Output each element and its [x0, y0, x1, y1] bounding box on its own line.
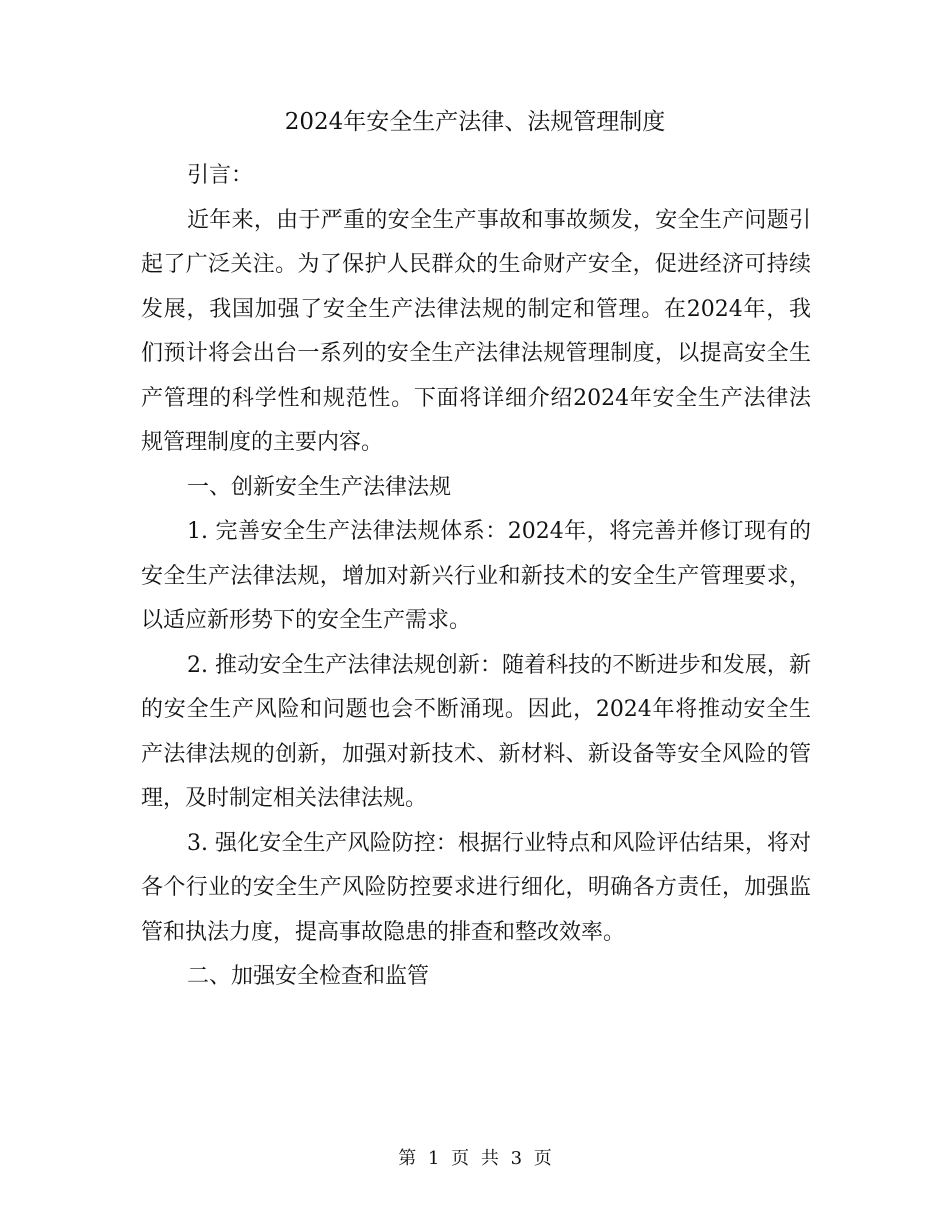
- paragraph-item-2: 2. 推动安全生产法律法规创新：随着科技的不断进步和发展，新的安全生产风险和问题也会不断涌现。因此，2024年将推动安全生产法律法规的创新，加强对新技术、新材料、新设备等安全风险的管理，及时制定相关法律法规。: [141, 652, 811, 811]
- document-body: [141, 154, 811, 1000]
- section-heading-1: 一、创新安全生产法律法规: [187, 474, 452, 500]
- paragraph-intro-label: 引言：: [187, 163, 254, 188]
- paragraph-item-3: 3. 强化安全生产风险防控：根据行业特点和风险评估结果，将对各个行业的安全生产风险防控要求进行细化，明确各方责任，加强监管和执法力度，提高事故隐患的排查和整改效率。: [141, 830, 811, 945]
- paragraph-item-1: 1. 完善安全生产法律法规体系：2024年，将完善并修订现有的安全生产法律法规，增加对新兴行业和新技术的安全生产管理要求，以适应新形势下的安全生产需求。: [141, 519, 811, 633]
- document-title: 2024年安全生产法律、法规管理制度: [284, 109, 666, 135]
- page-footer: 第 1 页 共 3 页: [398, 1148, 552, 1169]
- section-heading-2: 二、加强安全检查和监管: [187, 964, 430, 989]
- paragraph-intro: 近年来，由于严重的安全生产事故和事故频发，安全生产问题引起了广泛关注。为了保护人民群众的生命财产安全，促进经济可持续发展，我国加强了安全生产法律法规的制定和管理。在2024年，我们预计将会出台一系列的安全生产法律法规管理制度，以提高安全生产管理的科学性和规范性。下面将详细介绍2024年安全生产法律法规管理制度的主要内容。: [141, 207, 811, 455]
